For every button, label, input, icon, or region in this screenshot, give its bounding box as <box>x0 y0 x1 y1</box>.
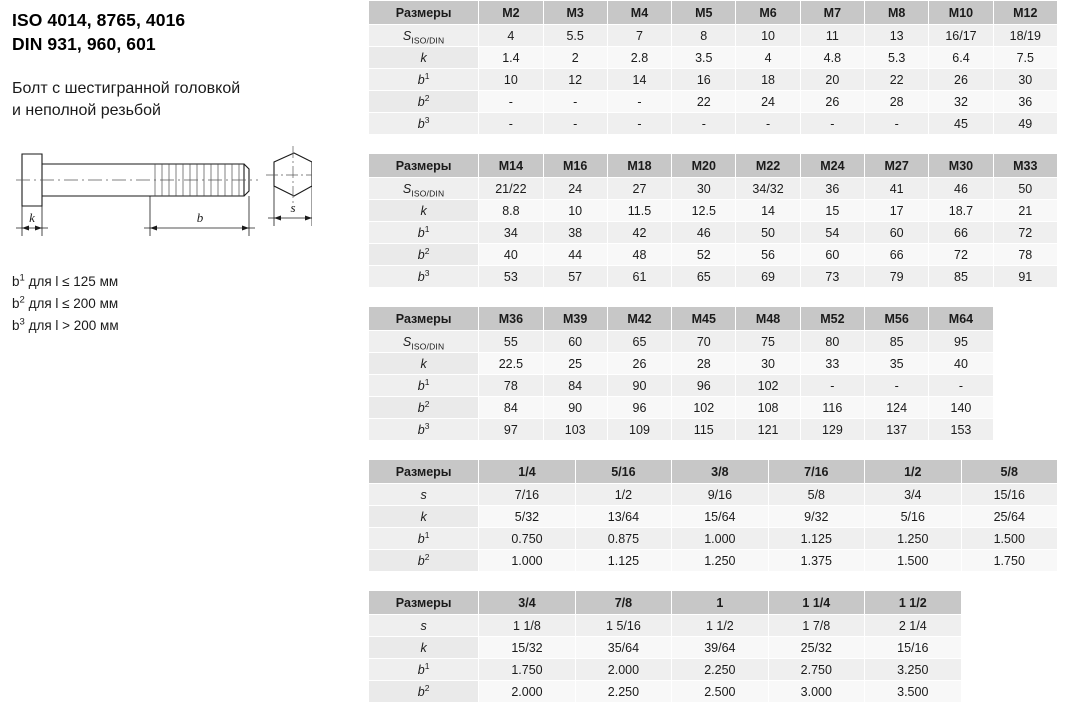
dimension-table-metric-m36-m64 <box>368 306 1058 441</box>
table-cell: 65 <box>607 331 671 353</box>
column-header: 1 1/4 <box>768 591 864 615</box>
table-cell: 42 <box>607 222 671 244</box>
column-header: M18 <box>607 154 671 178</box>
table-cell: 13 <box>865 25 929 47</box>
table-header-dimensions: Размеры <box>369 307 479 331</box>
table-cell: 46 <box>929 178 993 200</box>
table-cell <box>993 331 1057 353</box>
dimension-table-metric-m2-m12 <box>368 0 1058 135</box>
table-cell: 1 1/8 <box>479 615 575 637</box>
table-cell: 16/17 <box>929 25 993 47</box>
table-cell: 54 <box>800 222 864 244</box>
table-cell: 3.5 <box>672 47 736 69</box>
table-cell: 1.125 <box>575 550 671 572</box>
table-cell: 2.250 <box>672 659 768 681</box>
row-header-s_plain: s <box>369 484 479 506</box>
table-cell: 3.250 <box>865 659 961 681</box>
table-cell: 32 <box>929 91 993 113</box>
table-cell: 84 <box>543 375 607 397</box>
table-cell: 28 <box>672 353 736 375</box>
table-cell: - <box>607 113 671 135</box>
row-header-k: k <box>369 200 479 222</box>
column-header: M5 <box>672 1 736 25</box>
table-cell: 80 <box>800 331 864 353</box>
table-cell: 10 <box>543 200 607 222</box>
table-cell: 18/19 <box>993 25 1057 47</box>
column-header: M36 <box>479 307 543 331</box>
table-row <box>369 47 1058 69</box>
table-cell: 69 <box>736 266 800 288</box>
table-cell: 70 <box>672 331 736 353</box>
table-cell: 22.5 <box>479 353 543 375</box>
table-cell: 9/16 <box>672 484 768 506</box>
table-cell: 1.4 <box>479 47 543 69</box>
table-row <box>369 397 1058 419</box>
table-cell: 84 <box>479 397 543 419</box>
table-cell: 38 <box>543 222 607 244</box>
column-header: 1/4 <box>479 460 575 484</box>
table-cell: 1.500 <box>865 550 961 572</box>
table-cell: 17 <box>865 200 929 222</box>
table-cell: 5.5 <box>543 25 607 47</box>
table-cell: 2.8 <box>607 47 671 69</box>
table-cell <box>993 353 1057 375</box>
description-line-1: Болт с шестигранной головкой <box>12 80 241 98</box>
table-cell: - <box>736 113 800 135</box>
table-cell: - <box>543 91 607 113</box>
table-cell: 60 <box>800 244 864 266</box>
row-header-b1: $b^1$ <box>369 69 479 91</box>
table-cell: 1.125 <box>768 528 864 550</box>
table-cell: 46 <box>672 222 736 244</box>
table-cell: 27 <box>607 178 671 200</box>
table-cell: 90 <box>607 375 671 397</box>
table-cell: 79 <box>865 266 929 288</box>
table-cell: 7.5 <box>993 47 1057 69</box>
table-cell: - <box>543 113 607 135</box>
left-info-column <box>12 8 357 337</box>
table-cell: 66 <box>929 222 993 244</box>
column-header: M39 <box>543 307 607 331</box>
table-row <box>369 637 1058 659</box>
table-header-dimensions: Размеры <box>369 460 479 484</box>
table-cell: 78 <box>993 244 1057 266</box>
column-header: M64 <box>929 307 993 331</box>
table-cell: 21 <box>993 200 1057 222</box>
table-cell: 48 <box>607 244 671 266</box>
table-cell: 115 <box>672 419 736 441</box>
table-cell: 18 <box>736 69 800 91</box>
table-cell <box>993 397 1057 419</box>
table-cell: 15/16 <box>961 484 1058 506</box>
dimension-table-metric-m14-m33 <box>368 153 1058 288</box>
column-header: M20 <box>672 154 736 178</box>
table-cell: 40 <box>929 353 993 375</box>
column-header: M45 <box>672 307 736 331</box>
table-cell: 7 <box>607 25 671 47</box>
table-header-dimensions: Размеры <box>369 591 479 615</box>
table-cell: 18.7 <box>929 200 993 222</box>
table-cell: 30 <box>736 353 800 375</box>
column-header: M6 <box>736 1 800 25</box>
table-cell: 56 <box>736 244 800 266</box>
table-cell: - <box>800 375 864 397</box>
table-cell: 1/2 <box>575 484 671 506</box>
page-title <box>12 8 357 56</box>
table-cell: 10 <box>479 69 543 91</box>
table-cell: 5/16 <box>865 506 961 528</box>
column-header: 3/4 <box>479 591 575 615</box>
table-cell: 153 <box>929 419 993 441</box>
column-header: M14 <box>479 154 543 178</box>
table-cell: 116 <box>800 397 864 419</box>
drawing-label-k: k <box>29 210 35 226</box>
table-cell: 50 <box>736 222 800 244</box>
table-cell: 4.8 <box>800 47 864 69</box>
table-cell: 16 <box>672 69 736 91</box>
column-header: M22 <box>736 154 800 178</box>
table-cell: 9/32 <box>768 506 864 528</box>
column-header: M24 <box>800 154 864 178</box>
table-cell: 121 <box>736 419 800 441</box>
table-cell: 75 <box>736 331 800 353</box>
row-header-b2: $b^2$ <box>369 681 479 703</box>
table-cell: 5/32 <box>479 506 575 528</box>
table-cell: 96 <box>672 375 736 397</box>
table-cell: 66 <box>865 244 929 266</box>
table-cell: - <box>800 113 864 135</box>
table-cell: 33 <box>800 353 864 375</box>
table-cell: 1.250 <box>672 550 768 572</box>
table-cell: 24 <box>543 178 607 200</box>
table-row <box>369 353 1058 375</box>
table-row <box>369 419 1058 441</box>
table-cell: 129 <box>800 419 864 441</box>
row-header-k: k <box>369 47 479 69</box>
table-cell: 91 <box>993 266 1057 288</box>
table-cell: 0.750 <box>479 528 575 550</box>
table-cell: 12.5 <box>672 200 736 222</box>
table-cell: 2.750 <box>768 659 864 681</box>
table-cell: 2 <box>543 47 607 69</box>
column-header: M3 <box>543 1 607 25</box>
column-header: M56 <box>865 307 929 331</box>
table-cell: 15/16 <box>865 637 961 659</box>
table-cell: 28 <box>865 91 929 113</box>
table-cell <box>961 659 1058 681</box>
table-cell: 1 7/8 <box>768 615 864 637</box>
column-header: M30 <box>929 154 993 178</box>
column-header: 1 1/2 <box>865 591 961 615</box>
column-header: M16 <box>543 154 607 178</box>
table-cell: 1.750 <box>479 659 575 681</box>
table-cell: 4 <box>736 47 800 69</box>
row-header-b1: $b^1$ <box>369 375 479 397</box>
drawing-label-s: s <box>290 200 296 216</box>
table-cell: 90 <box>543 397 607 419</box>
table-cell: 12 <box>543 69 607 91</box>
table-row <box>369 113 1058 135</box>
table-cell: 15/64 <box>672 506 768 528</box>
footnote-b2: $b^2$ для l ≤ 200 мм <box>12 294 119 312</box>
table-row <box>369 200 1058 222</box>
table-cell: 102 <box>672 397 736 419</box>
row-header-s_iso_din: $S_{ISO/DIN}$ <box>369 25 479 47</box>
column-header: M48 <box>736 307 800 331</box>
table-cell: 36 <box>993 91 1057 113</box>
table-cell: - <box>865 113 929 135</box>
table-row <box>369 244 1058 266</box>
table-cell: 13/64 <box>575 506 671 528</box>
table-cell: 11.5 <box>607 200 671 222</box>
table-cell: 26 <box>607 353 671 375</box>
column-header: M42 <box>607 307 671 331</box>
table-cell: 57 <box>543 266 607 288</box>
table-row <box>369 178 1058 200</box>
table-cell: 2.250 <box>575 681 671 703</box>
table-cell: 49 <box>993 113 1057 135</box>
table-cell: 52 <box>672 244 736 266</box>
table-cell: - <box>929 375 993 397</box>
table-cell: 53 <box>479 266 543 288</box>
table-cell: 96 <box>607 397 671 419</box>
dimension-table-imperial-quarter-to-five-eighths <box>368 459 1058 572</box>
column-header: 1 <box>672 591 768 615</box>
table-cell: 124 <box>865 397 929 419</box>
table-cell: 14 <box>736 200 800 222</box>
table-cell: 85 <box>929 266 993 288</box>
table-cell: 30 <box>672 178 736 200</box>
table-cell: 3.500 <box>865 681 961 703</box>
table-cell: 78 <box>479 375 543 397</box>
table-cell <box>961 637 1058 659</box>
table-cell: 26 <box>800 91 864 113</box>
column-header: M33 <box>993 154 1057 178</box>
table-cell: 60 <box>865 222 929 244</box>
table-cell: 41 <box>865 178 929 200</box>
table-cell: 26 <box>929 69 993 91</box>
table-cell: 1 1/2 <box>672 615 768 637</box>
column-header: 7/16 <box>768 460 864 484</box>
column-header: 3/8 <box>672 460 768 484</box>
table-cell: 35/64 <box>575 637 671 659</box>
table-cell: 36 <box>800 178 864 200</box>
table-cell: 3/4 <box>865 484 961 506</box>
table-cell: 45 <box>929 113 993 135</box>
table-row <box>369 506 1058 528</box>
table-cell <box>961 615 1058 637</box>
table-cell: 60 <box>543 331 607 353</box>
table-row <box>369 331 1058 353</box>
row-header-b2: $b^2$ <box>369 91 479 113</box>
table-cell <box>993 375 1057 397</box>
table-row <box>369 550 1058 572</box>
column-header: M7 <box>800 1 864 25</box>
table-cell: 5/8 <box>768 484 864 506</box>
table-cell: 65 <box>672 266 736 288</box>
table-header-dimensions: Размеры <box>369 1 479 25</box>
table-cell: 40 <box>479 244 543 266</box>
table-cell: - <box>672 113 736 135</box>
table-cell: 39/64 <box>672 637 768 659</box>
table-cell: 25/64 <box>961 506 1058 528</box>
row-header-s_plain: s <box>369 615 479 637</box>
table-cell: 34 <box>479 222 543 244</box>
row-header-b3: $b^3$ <box>369 419 479 441</box>
table-cell: 14 <box>607 69 671 91</box>
table-cell: 1.000 <box>479 550 575 572</box>
table-cell: 109 <box>607 419 671 441</box>
table-row <box>369 681 1058 703</box>
table-cell: 7/16 <box>479 484 575 506</box>
table-cell: 22 <box>672 91 736 113</box>
table-cell: 1.375 <box>768 550 864 572</box>
table-cell <box>961 681 1058 703</box>
table-cell: 2.000 <box>479 681 575 703</box>
product-description <box>12 78 357 122</box>
table-cell: 102 <box>736 375 800 397</box>
table-cell: 10 <box>736 25 800 47</box>
column-header: M52 <box>800 307 864 331</box>
table-cell: 34/32 <box>736 178 800 200</box>
column-header: M4 <box>607 1 671 25</box>
row-header-b1: $b^1$ <box>369 528 479 550</box>
row-header-k: k <box>369 506 479 528</box>
column-header: 5/16 <box>575 460 671 484</box>
dimension-table-imperial-three-quarter-to-one-half <box>368 590 1058 703</box>
table-cell: 3.000 <box>768 681 864 703</box>
column-header: 7/8 <box>575 591 671 615</box>
table-row <box>369 484 1058 506</box>
table-cell: 30 <box>993 69 1057 91</box>
bolt-technical-drawing <box>12 140 312 245</box>
column-header: M2 <box>479 1 543 25</box>
row-header-b3: $b^3$ <box>369 113 479 135</box>
table-cell: 72 <box>993 222 1057 244</box>
table-cell: 95 <box>929 331 993 353</box>
table-row <box>369 266 1058 288</box>
table-cell: - <box>865 375 929 397</box>
table-cell: 1.500 <box>961 528 1058 550</box>
table-cell: 35 <box>865 353 929 375</box>
table-cell: 20 <box>800 69 864 91</box>
table-cell: 8 <box>672 25 736 47</box>
row-header-b2: $b^2$ <box>369 397 479 419</box>
table-row <box>369 222 1058 244</box>
table-cell <box>993 419 1057 441</box>
table-cell: 4 <box>479 25 543 47</box>
table-cell: 8.8 <box>479 200 543 222</box>
table-cell: - <box>607 91 671 113</box>
table-row <box>369 528 1058 550</box>
row-header-k: k <box>369 637 479 659</box>
table-cell: 1.250 <box>865 528 961 550</box>
table-row <box>369 615 1058 637</box>
column-header: M10 <box>929 1 993 25</box>
row-header-s_iso_din: $S_{ISO/DIN}$ <box>369 331 479 353</box>
table-cell: 21/22 <box>479 178 543 200</box>
row-header-b2: $b^2$ <box>369 550 479 572</box>
footnote-b3: $b^3$ для l > 200 мм <box>12 316 119 334</box>
table-cell: 0.875 <box>575 528 671 550</box>
table-row <box>369 375 1058 397</box>
table-cell: 73 <box>800 266 864 288</box>
column-header: 5/8 <box>961 460 1058 484</box>
table-cell: 5.3 <box>865 47 929 69</box>
table-cell: 15 <box>800 200 864 222</box>
table-cell: 44 <box>543 244 607 266</box>
row-header-s_iso_din: $S_{ISO/DIN}$ <box>369 178 479 200</box>
standard-line-iso: ISO 4014, 8765, 4016 <box>12 10 186 30</box>
table-header-dimensions: Размеры <box>369 154 479 178</box>
table-row <box>369 659 1058 681</box>
table-cell: 1.750 <box>961 550 1058 572</box>
table-cell: 55 <box>479 331 543 353</box>
row-header-b2: $b^2$ <box>369 244 479 266</box>
table-cell: 2 1/4 <box>865 615 961 637</box>
drawing-label-b: b <box>196 210 204 226</box>
table-cell: - <box>479 91 543 113</box>
description-line-2: и неполной резьбой <box>12 102 161 120</box>
table-cell: 1 5/16 <box>575 615 671 637</box>
column-header <box>993 307 1057 331</box>
table-cell: 108 <box>736 397 800 419</box>
table-cell: 22 <box>865 69 929 91</box>
standard-line-din: DIN 931, 960, 601 <box>12 34 156 55</box>
dimension-tables <box>368 0 1058 721</box>
column-header: M12 <box>993 1 1057 25</box>
table-cell: 25/32 <box>768 637 864 659</box>
table-cell: 85 <box>865 331 929 353</box>
footnote-b1: $b^1$ для l ≤ 125 мм <box>12 272 119 290</box>
table-cell: - <box>479 113 543 135</box>
table-cell: 61 <box>607 266 671 288</box>
table-cell: 1.000 <box>672 528 768 550</box>
table-cell: 50 <box>993 178 1057 200</box>
column-header: M27 <box>865 154 929 178</box>
table-cell: 2.000 <box>575 659 671 681</box>
table-row <box>369 69 1058 91</box>
table-cell: 137 <box>865 419 929 441</box>
table-cell: 2.500 <box>672 681 768 703</box>
footnotes <box>12 271 357 337</box>
table-cell: 103 <box>543 419 607 441</box>
row-header-b3: $b^3$ <box>369 266 479 288</box>
row-header-b1: $b^1$ <box>369 222 479 244</box>
table-cell: 6.4 <box>929 47 993 69</box>
row-header-b1: $b^1$ <box>369 659 479 681</box>
table-cell: 15/32 <box>479 637 575 659</box>
column-header: 1/2 <box>865 460 961 484</box>
table-row <box>369 25 1058 47</box>
column-header: M8 <box>865 1 929 25</box>
column-header <box>961 591 1058 615</box>
table-cell: 25 <box>543 353 607 375</box>
table-cell: 140 <box>929 397 993 419</box>
table-cell: 97 <box>479 419 543 441</box>
table-row <box>369 91 1058 113</box>
row-header-k: k <box>369 353 479 375</box>
table-cell: 11 <box>800 25 864 47</box>
table-cell: 72 <box>929 244 993 266</box>
table-cell: 24 <box>736 91 800 113</box>
